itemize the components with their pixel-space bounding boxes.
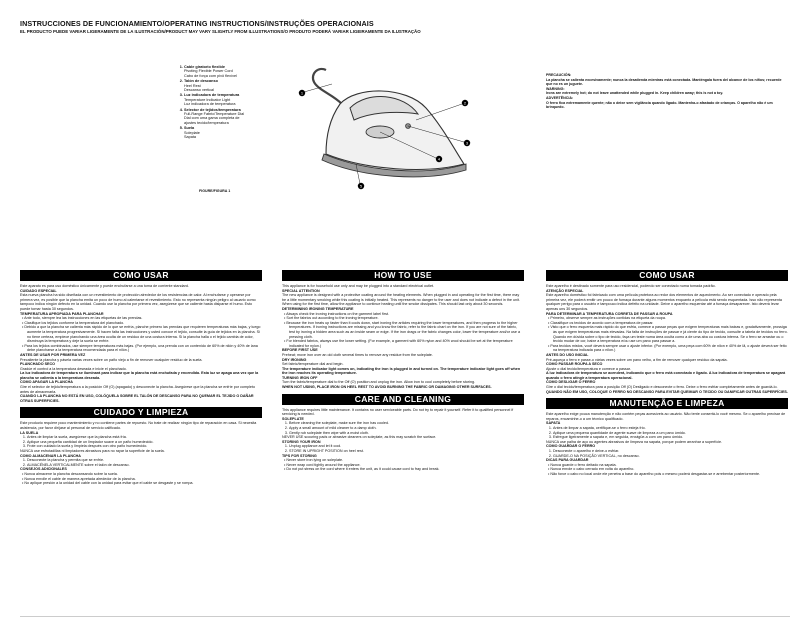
parts-list	[176, 65, 296, 141]
section-heading: MANUTENÇÃO E LIMPEZA	[546, 398, 788, 409]
iron-illustration	[296, 60, 486, 190]
list-item: 1. Desconecte o aparelho e deixe-o esfriar.	[553, 449, 788, 454]
list-item: • Debido a que la plancha se calienta más rápido de lo que se enfría, planche primero las prendas que requieren temperaturas más bajas, y luego aumente la temperatura progresivamente. Si hacen falta las instrucciones y usted conoce el tejido, consulte la guía de tejidos en la plancha. Si no tiene certeza, empiece planchando una área oculta de un residuo de una costura interna. Si la plancha halla o el tejido cambia de color, disminuya la temperatura y deje la suela se enfríe.	[27, 325, 262, 343]
part-item: 3. Luz indicadora de temperatura Temperature Indicator Light Luz indicadora de temperatura	[184, 93, 296, 106]
list-item: 2. Aplique uma pequena quantidade de agente suave de limpeza a um pano úmido.	[553, 431, 788, 436]
warning-en: Irons are extremely hot; do not leave unattended while plugged in. Keep children away; this is not a toy.	[546, 91, 724, 96]
list-item: 2. STORE IN UPRIGHT POSITION on heel rest.	[289, 449, 524, 454]
list-item: 3. Frote con cuidado la suela y limpiela después con otro paño humedecido.	[27, 444, 262, 449]
power-cord	[313, 69, 342, 104]
part-item: 5. Suela Soleplate Sapata	[184, 126, 296, 139]
warning-es-head: PRECAUCIÓN:	[546, 73, 572, 77]
list-item: 1. Desconecte la plancha y permita que se enfríe.	[27, 458, 262, 463]
warning-es: La plancha se calienta excesivamente; nunca la desatienda mientras está conectada. Manténgala fuera del alcance de los niños; recuerde que no es un juguete.	[546, 77, 782, 87]
list-item: • Never store iron lying on soleplate.	[289, 458, 524, 463]
list-item: 1. Antes de limpiar la suela, asegúrese que la plancha está fría.	[27, 435, 262, 440]
list-item: 2. Aplique una pequeña cantidad de un limpiador suave a un paño humedecido.	[27, 440, 262, 445]
list-item: • Never wrap cord tightly around the appliance.	[289, 463, 524, 468]
list-item: • Always check the ironing instructions on the garment label first.	[289, 312, 524, 317]
list-item: 2. Apply a small amount of mild cleaner to a damp cloth.	[289, 426, 524, 431]
list-item: • Classifique os tecidos de acordo com a temperatura de passar.	[553, 321, 788, 326]
list-item: • Ante todo, siempre lea las instrucciones en las etiquetas de las prendas.	[27, 316, 262, 321]
column-portuguese: COMO USAR Este aparelho é destinado somente para uso residencial, podendo ser conectado numa tomada padrão. ATENÇÃO ESPECIAL Este aparelho doméstico foi fabricado com uma película protetora ao redor dos elementos de aquecimento. Ao ser conectado e operado pela primeira vez, ele poderá emitir um pouco de fumaça durante alguns momentos enquanto a película está sendo esquentada. Isso não representa qualquer perigo para o usuário e tampouco indica defeito na unidade. Deixe o aparelho esquentar até a fumaça desaparecer. Isto deverá levar apenas uns 30 segundos. PARA DETERMINAR A TEMPERATURA CORRETA DE PASSAR A ROUPA • Primeiro, observe sempre as instruções contidas na etiqueta da roupa. • Classifique os tecidos de acordo com a temperatura de passar. • Visto que o ferro esquenta mais rápido do que esfria, comece a passar peças que exigem temperaturas mais baixas e, gradativamente, prossiga às que exigem temperaturas mais elevadas. Na falta de instruções de passar e já ciente do tipo de tecido, consulte a tabela de tecidos no ferro. Quando em dúvida sobre o tipo de tecido, faça um teste numa área oculta como a de uma aba ou costura interna. Se o ferro se arrastar ou o tecido mudar de cor, baixe a temperatura e/ou use um pano para passar a. • Para tecidos mistos, você deverá sempre usar o ajuste inferior. (Por exemplo, uma peça com 60% de nilon e 40% de lã, o ajuste deverá ser feito na temperatura indicada para o nilon.) ANTES DO USO INICIAL Pré-aqueça o ferro e passe-o várias vezes sobre um pano velho, a fim de remover qualquer resíduo da sapata. COMO PASSAR ROUPA A SECO Ajuste o dial tecido/temperatura e comece a passar. A luz indicadora de temperatura se acenderá, indicando que o ferro está conectado e ligado. A luz indicadora de temperatura se apagará quando o ferro atingir a temperatura operacional. COMO DESLIGAR O FERRO Gire o dial tecido/temperatura para a posição Off (O) Desligado e desconecte o ferro. Deixe o ferro esfriar completamente antes de guardá-lo. QUANDO NÃO EM USO, COLOQUE O FERRO NO DESCANSO PARA EVITAR QUEIMAR O TECIDO OU DANIFICAR OUTRAS SUPERFÍCIES. MANUTENÇÃO E LIMPEZA Este aparelho exige pouca manutenção e não contém peças acessíveis ao usuário. Não tente consertá-lo você mesmo. Se o aparelho precisar de reparos, encaminhe-o a um técnico qualificado. SAPATA 1. Antes de limpar a sapata, certifique-se o ferro esteja frio. 2. Aplique uma pequena quantidade de agente suave de limpeza a um pano úmido. 3. Esfregue ligeiramente a sapata e, em seguida, enxágüe-a com um pano úmido. NUNCA use palha de aço ou agentes abrasivos de limpeza na sapata, porque podem arranhar a superfície. COMO GUARDAR O FERRO 1. Desconecte o aparelho e deixe-o esfriar. 2. GUARDE-O NA POSIÇÃO VERTICAL, no descanso. DICAS PARA GUARDAR • Nunca guarde o ferro deitado na sapata. • Nunca enrole o cabo cerrado em volta do aparelho. • Não force o cabo no local onde ele penetra a base do aparelho pois o mesmo poderá desgastar-se e arrebentar posteriormente.	[546, 270, 788, 477]
warning-en-head: WARNING:	[546, 86, 565, 91]
callout-2: 2	[463, 100, 467, 106]
list-item: • For blended fabrics, always use the lower setting. (For example, a garment with 60% nylon and 40% wool should be set at the temperature indicated for nylon.)	[289, 339, 524, 348]
column-spanish: COMO USAR Este aparato es para uso doméstico únicamente y puede enchufarse a una toma de corriente standard. CUIDADO ESPECIAL Esta nueva plancha ha sido diseñada con un revestimiento de protección alrededor de los resistencias de calor. Al enchufarse y operarse por primera vez, es posible que la plancha emita un poco de humo al calentarse el revestimiento. Esto no representa ningún peligro al usuario como tampoco indica ningún defecto en la unidad. Cuando use la plancha por primera vez, asegúrese que se caliente hasta disiparse el humo. Esto puede tomar hasta 30 segundos. TEMPERATURA APROPIADA PARA PLANCHAR • Ante todo, siempre lea las instrucciones en las etiquetas de las prendas. • Clasifique los tejidos conforme la temperatura del planchado. • Debido a que la plancha se calienta más rápido de lo que se enfría, planche primero las prendas que requieren temperaturas más bajas, y luego aumente la temperatura progresivamente. Si hacen falta las instrucciones y usted conoce el tejido, consulte la guía de tejidos en la plancha. Si no tiene certeza, empiece planchando una área oculta de un residuo de una costura interna. Si la plancha halla o el tejido cambia de color, disminuya la temperatura y deje la suela se enfríe. • Para los tejidos combinados, use siempre temperaturas más bajas. (Por ejemplo, una prenda con un contenido de 60% de nilón y 40% de lana debe plancharse a la temperatura recomendada para el nilón.) ANTES DE USAR POR PRIMERA VEZ Precaliente la plancha y pásela varias veces sobre un paño viejo a fin de remover cualquier residuo de la suela. PLANCHADO SECO Gradúe el control a la temperatura deseada e inicie el planchado. La luz indicadora de temperatura se iluminará para indicar que la plancha está enchufada y encendida. Esta luz se apaga una vez que la plancha se calienta a la temperatura deseada. COMO APAGAR LA PLANCHA Gire el selector de tejido/temperatura a la posición Off (O) (apagado) y desconecte la plancha. Asegúrese que la plancha se enfríe por completo antes de almacenarla. CUANDO LA PLANCHA NO ESTÁ EN USO, COLÓQUELA SOBRE EL TALÓN DE DESCANSO PARA NO QUEMAR EL TEJIDO O DAÑAR OTRAS SUPERFICIES. CUIDADO Y LIMPIEZA Este producto requiere poco mantenimiento y no contiene partes de repuesto. No trate de realizar ningún tipo de reparación en casa. Si necesita asistencia, por favor diríjase al personal de servicio calificado. LA SUELA 1. Antes de limpiar la suela, asegúrese que la plancha está fría. 2. Aplique una pequeña cantidad de un limpiador suave a un paño humedecido. 3. Frote con cuidado la suela y limpiela después con otro paño humedecido. NUNCA use esfrotadillas ni limpiadores abrasivos para no rayar la superficie de la suela. COMO ALMACENAR LA PLANCHA 1. Desconecte la plancha y permita que se enfríe. 2. ALMACÉNELA VERTICALMENTE sobre el talón de descanso. CONSEJOS ADICIONALES • Nunca almacene la plancha descansando sobre la suela. • Nunca enrolle el cable de manera apretada alrededor de la plancha. • No aplique presión a la unidad del cable con la unidad para evitar que el cable se desgaste y se rompa.	[20, 270, 262, 486]
callout-5: 5	[359, 183, 363, 189]
callout-3: 3	[465, 140, 469, 146]
list-item: 3. Esfregue ligeiramente a sapata e, em seguida, enxágüe-a com um pano úmido.	[553, 435, 788, 440]
list-item: • Nunca almacene la plancha descansando sobre la suela.	[27, 472, 262, 477]
section-heading: HOW TO USE	[282, 270, 524, 281]
section-heading: COMO USAR	[20, 270, 262, 281]
list-item: 2. ALMACÉNELA VERTICALMENTE sobre el talón de descanso.	[27, 463, 262, 468]
list-item: • Sort the fabrics out according to the ironing temperature.	[289, 316, 524, 321]
column-english: HOW TO USE This appliance is for household use only and may be plugged into a standard electrical outlet. SPECIAL ATTENTION The new appliance is designed with a protective coating around the heating elements. When plugged in and operating for the first time, there may be a little momentary smoking while this coating is initially heated. This represents no danger to the user and does not indicate a defect in the unit. When using for the first time, allow the appliance to continue heating until the smoke dissipates. This should last only about 30 seconds. DETERMINING IRONING TEMPERATURE • Always check the ironing instructions on the garment label first. • Sort the fabrics out according to the ironing temperature. • Because the iron heats up faster than it cools down, start ironing the articles requiring the lower temperatures, and then progress to the higher temperatures. If ironing instructions are missing and you know the fabric, refer to the fabric chart on the iron. If you are not sure of the fabric, test by ironing a hidden area such as an inside seam or edge. If the iron drags or the fabric changes color, lower the temperature and/or use a pressing cloth. • For blended fabrics, always use the lower setting. (For example, a garment with 60% nylon and 40% wool should be set at the temperature indicated for nylon.) BEFORE FIRST USE Preheat; move iron over an old cloth several times to remove any residue from the soleplate. DRY IRONING Set fabric/temperature dial and begin. The temperature indicator light comes on, indicating the iron is plugged in and turned on. The temperature indicator light goes off when the iron reaches its operating temperature. TURNING IRON OFF Turn the fabric/temperature dial to the Off (O) position and unplug the iron. Allow iron to cool completely before storing. WHEN NOT USING, PLACE IRON ON HEEL REST TO AVOID BURNING THE FABRIC OR DAMAGING OTHER SURFACES. CARE AND CLEANING This appliance requires little maintenance. It contains no user serviceable parts. Do not try to repair it yourself. Refer it to qualified personnel if servicing is needed. SOLEPLATE 1. Before cleaning the soleplate, make sure the iron has cooled. 2. Apply a small amount of mild cleaner to a damp cloth. 3. Gently rub soleplate then wipe with a moist cloth. NEVER USE scouring pads or abrasive cleaners on soleplate, as this may scratch the surface. STORING YOUR IRON 1. Unplug appliance and let it cool. 2. STORE IN UPRIGHT POSITION on heel rest. TIPS FOR STORING • Never store iron lying on soleplate. • Never wrap cord tightly around the appliance. • Do not put stress on the cord where it enters the unit, as it could cause cord to fray and break.	[282, 270, 524, 472]
list-item: 3. Gently rub soleplate then wipe with a moist cloth.	[289, 431, 524, 436]
part-item: 4. Selector de tejidos/temperatura Full-Range Fabric/Temperature Dial Dial com uma gama completa de ajustes tecido/temperatura	[184, 108, 296, 126]
list-item: • Primeiro, observe sempre as instruções contidas na etiqueta da roupa.	[553, 316, 788, 321]
page-bottom-rule	[20, 616, 790, 617]
warning-pt: O ferro fica extremamente quente; não o deixe sem vigilância quando ligado. Mantenha-o afastado de crianças. O aparelho não é um brinquedo.	[546, 100, 773, 110]
document-title: INSTRUCCIONES DE FUNCIONAMIENTO/OPERATING INSTRUCTIONS/INSTRUÇÕES OPERACIONAIS	[20, 19, 374, 28]
list-item: 2. GUARDE-O NA POSIÇÃO VERTICAL, no descanso.	[553, 454, 788, 459]
list-item: • No aplique presión a la unidad del cable con la unidad para evitar que el cable se desgaste y se rompa.	[27, 481, 262, 486]
section-heading: CARE AND CLEANING	[282, 394, 524, 405]
document-subtitle: EL PRODUCTO PUEDE VARIAR LIGERAMENTE DE LA ILUSTRACIÓN/PRODUCT MAY VARY SLIGHTLY FROM ILLUSTRATIONS/O PRODUTO PODERÁ VARIAR LIGEIRAMENTE DA ILUSTRAÇÃO	[20, 29, 421, 34]
list-item: • Para los tejidos combinados, use siempre temperaturas más bajas. (Por ejemplo, una prenda con un contenido de 60% de nilón y 40% de lana debe plancharse a la temperatura recomendada para el nilón.)	[27, 344, 262, 353]
list-item: • Clasifique los tejidos conforme la temperatura del planchado.	[27, 321, 262, 326]
list-item: 1. Unplug appliance and let it cool.	[289, 444, 524, 449]
callout-1: 1	[300, 90, 304, 96]
list-item: • Visto que o ferro esquenta mais rápido do que esfria, comece a passar peças que exigem temperaturas mais baixas e, gradativamente, prossiga às que exigem temperaturas mais elevadas. Na falta de instruções de passar e já ciente do tipo de tecido, consulte a tabela de tecidos no ferro. Quando em dúvida sobre o tipo de tecido, faça um teste numa área oculta como a de uma aba ou costura interna. Se o ferro se arrastar ou o tecido mudar de cor, baixe a temperatura e/ou use um pano para passar a.	[553, 325, 788, 343]
list-item: 1. Before cleaning the soleplate, make sure the iron has cooled.	[289, 421, 524, 426]
list-item: • Para tecidos mistos, você deverá sempre usar o ajuste inferior. (Por exemplo, uma peça com 60% de nilon e 40% de lã, o ajuste deverá ser feito na temperatura indicada para o nilon.)	[553, 344, 788, 353]
list-item: • Do not put stress on the cord where it enters the unit, as it could cause cord to fray and break.	[289, 467, 524, 472]
warning-pt-head: ADVERTÊNCIA:	[546, 95, 574, 100]
list-item: • Não force o cabo no local onde ele penetra a base do aparelho pois o mesmo poderá desgastar-se e arrebentar posteriormente.	[553, 472, 788, 477]
list-item: • Because the iron heats up faster than it cools down, start ironing the articles requiring the lower temperatures, and then progress to the higher temperatures. If ironing instructions are missing and you know the fabric, refer to the fabric chart on the iron. If you are not sure of the fabric, test by ironing a hidden area such as an inside seam or edge. If the iron drags or the fabric changes color, lower the temperature and/or use a pressing cloth.	[289, 321, 524, 339]
part-item: 1. Cable giratorio flexible Pivoting Flexible Power Cord Cabo de força com pivô flexível	[184, 65, 296, 78]
list-item: • Nunca enrolle el cable de manera apretada alrededor de la plancha.	[27, 477, 262, 482]
part-item: 2. Talón de descanso Heel Rest Descanso vertical	[184, 79, 296, 92]
callout-4: 4	[437, 156, 441, 162]
warnings	[546, 73, 786, 110]
list-item: • Nunca enrole o cabo cerrado em volta do aparelho.	[553, 467, 788, 472]
section-heading: CUIDADO Y LIMPIEZA	[20, 407, 262, 418]
list-item: • Nunca guarde o ferro deitado na sapata.	[553, 463, 788, 468]
list-item: 1. Antes de limpar a sapata, certifique-se o ferro esteja frio.	[553, 426, 788, 431]
section-heading: COMO USAR	[546, 270, 788, 281]
figure-label: FIGURE/FIGURA 1	[199, 189, 231, 193]
